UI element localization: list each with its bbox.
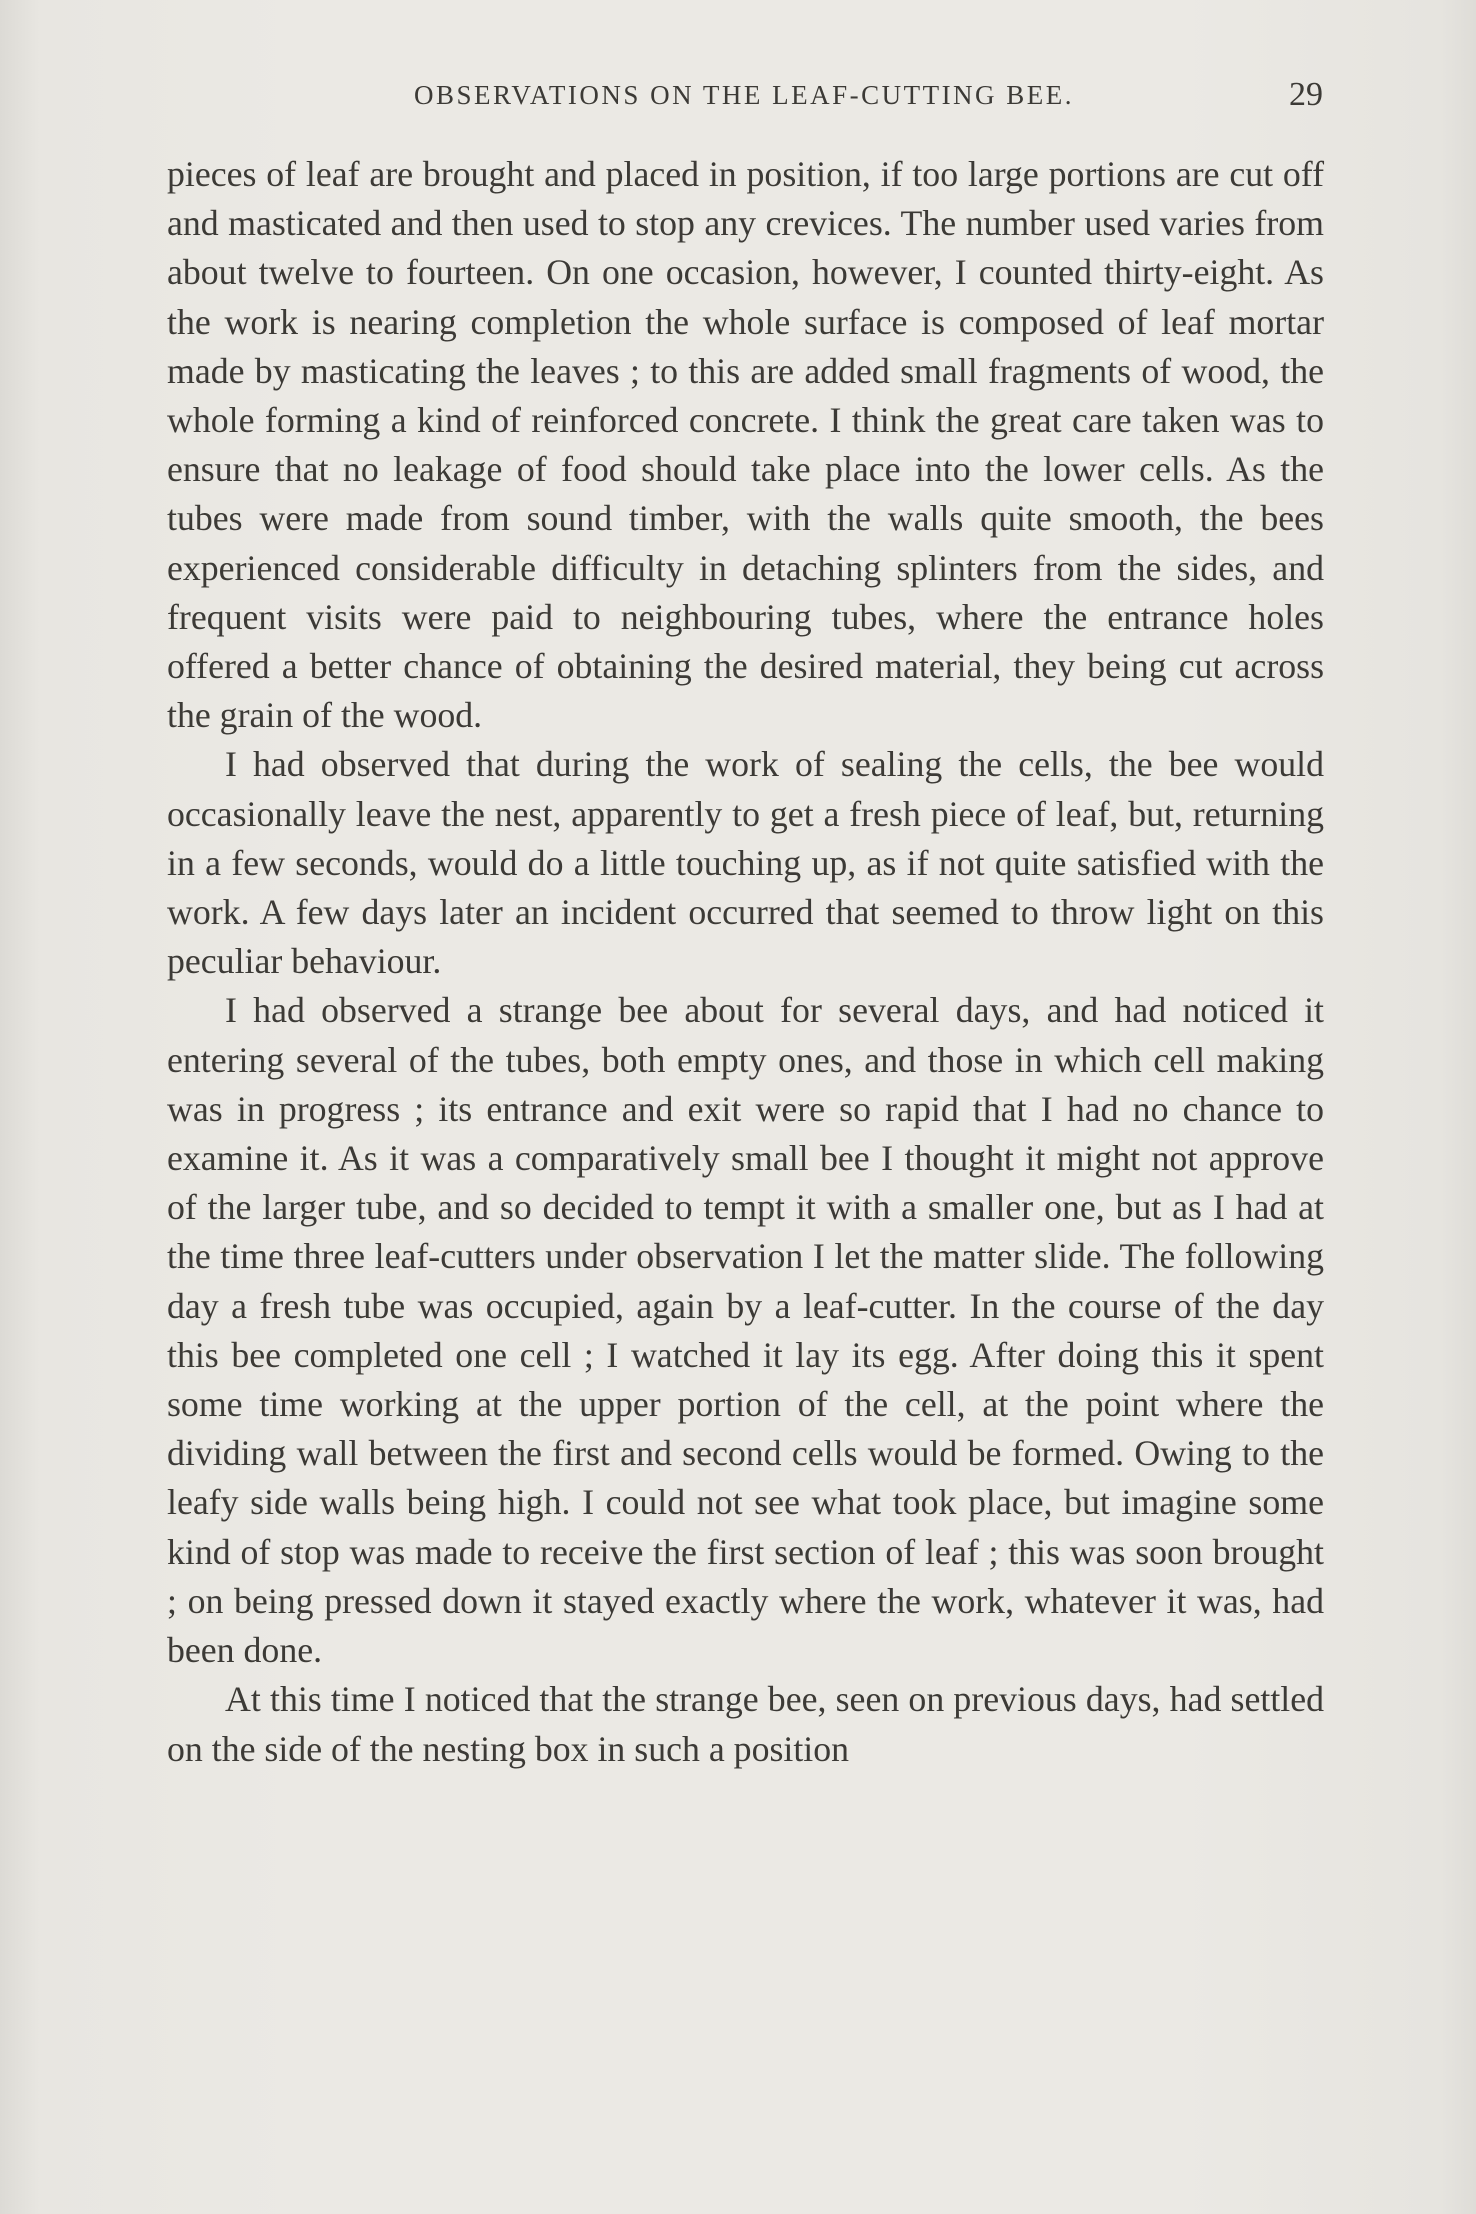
body-text	[167, 150, 1324, 1774]
paragraph-continued: pieces of leaf are brought and placed in position, if too large portions are cut off and masticated and then used to stop any crevices. The number used varies from about twelve to fourteen. On one occasion, however, I counted thirty-eight. As the work is nearing completion the whole surface is composed of leaf mortar made by masticating the leaves ; to this are added small fragments of wood, the whole forming a kind of reinforced concrete. I think the great care taken was to ensure that no leakage of food should take place into the lower cells. As the tubes were made from sound timber, with the walls quite smooth, the bees experienced considerable difficulty in detaching splinters from the sides, and frequent visits were paid to neighbouring tubes, where the entrance holes offered a better chance of obtaining the desired material, they being cut across the grain of the wood.	[167, 154, 1324, 736]
paragraph: At this time I noticed that the strange bee, seen on previous days, had settled on the side of the nesting box in such a position	[167, 1679, 1324, 1769]
paragraph: I had observed a strange bee about for several days, and had noticed it entering several of the tubes, both empty ones, and those in which cell making was in progress ; its entrance and exit were so rapid that I had no chance to examine it. As it was a comparatively small bee I thought it might not approve of the larger tube, and so decided to tempt it with a smaller one, but as I had at the time three leaf-cutters under observation I let the matter slide. The following day a fresh tube was occupied, again by a leaf-cutter. In the course of the day this bee completed one cell ; I watched it lay its egg. After doing this it spent some time working at the upper portion of the cell, at the point where the dividing wall between the first and second cells would be formed. Owing to the leafy side walls being high. I could not see what took place, but imagine some kind of stop was made to receive the first section of leaf ; this was soon brought ; on being pressed down it stayed exactly where the work, whatever it was, had been done.	[167, 990, 1324, 1671]
page-header	[165, 76, 1323, 116]
page-number: 29	[1289, 76, 1323, 113]
paragraph: I had observed that during the work of sealing the cells, the bee would occasionally leave the nest, apparently to get a fresh piece of leaf, but, returning in a few seconds, would do a little touching up, as if not quite satisfied with the work. A few days later an incident occurred that seemed to throw light on this peculiar behaviour.	[167, 744, 1324, 982]
running-head: OBSERVATIONS ON THE LEAF-CUTTING BEE.	[413, 80, 1075, 110]
